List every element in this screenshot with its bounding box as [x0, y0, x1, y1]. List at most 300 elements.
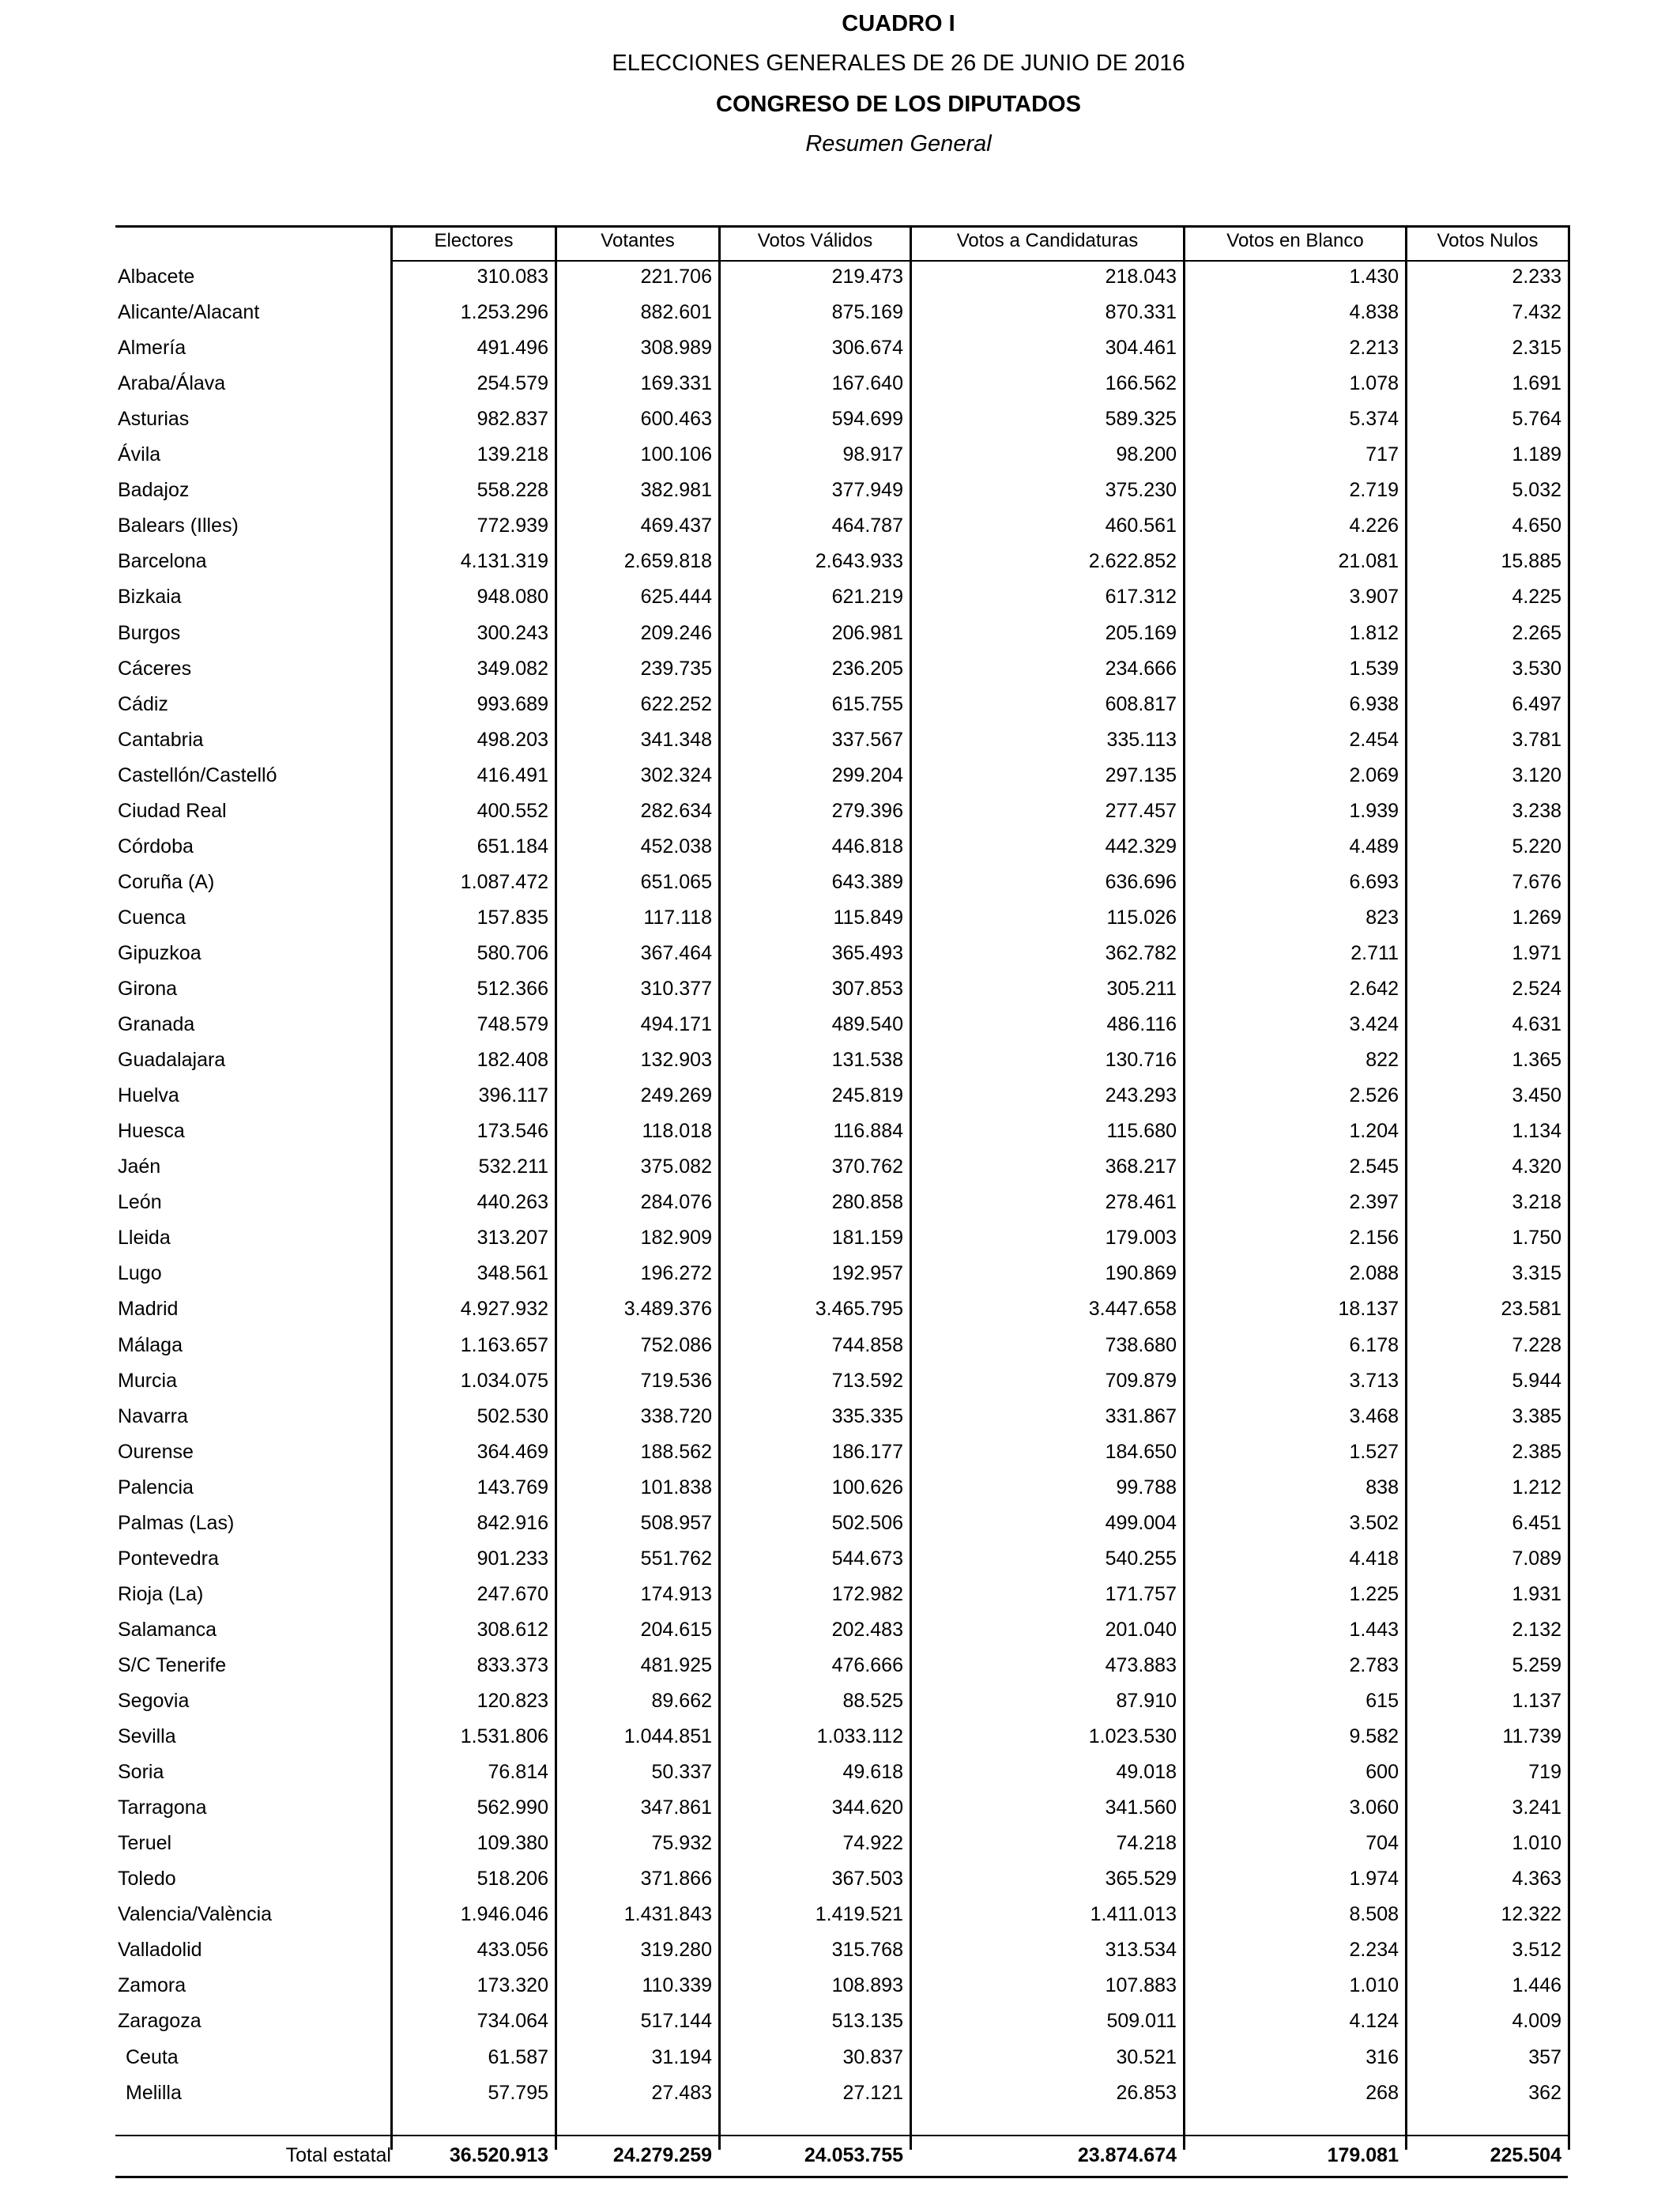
cell-value: 3.238: [1512, 800, 1561, 822]
table-row: [0, 2041, 1680, 2077]
column-header: Votos a Candidaturas: [956, 230, 1139, 251]
cell-value: 1.134: [1512, 1120, 1561, 1142]
province-name: Palencia: [118, 1476, 194, 1498]
cell-value: 3.241: [1512, 1796, 1561, 1819]
cell-value: 1.939: [1349, 800, 1399, 822]
table-row: [0, 866, 1680, 902]
cell-value: 1.971: [1512, 942, 1561, 964]
cell-value: 18.137: [1338, 1298, 1399, 1320]
cell-value: 8.508: [1349, 1903, 1399, 1925]
table-row: [0, 1472, 1680, 1507]
table-row: [0, 795, 1680, 831]
cell-value: 300.243: [477, 622, 548, 644]
cell-value: 709.879: [1105, 1370, 1177, 1392]
cell-value: 6.938: [1349, 693, 1399, 715]
cell-value: 218.043: [1105, 266, 1177, 288]
cell-value: 182.909: [640, 1227, 712, 1249]
cell-value: 2.088: [1349, 1262, 1399, 1284]
table-row: [0, 1080, 1680, 1115]
cell-value: 5.220: [1512, 835, 1561, 858]
table-row: [0, 510, 1680, 545]
cell-value: 3.907: [1349, 586, 1399, 608]
province-name: Cádiz: [118, 693, 168, 715]
table-row: [0, 403, 1680, 439]
cell-value: 2.069: [1349, 764, 1399, 786]
cell-value: 371.866: [640, 1868, 712, 1890]
province-name: Ceuta: [126, 2046, 179, 2068]
cell-value: 365.493: [831, 942, 903, 964]
cell-value: 3.315: [1512, 1262, 1561, 1284]
table-row: [0, 1044, 1680, 1080]
cell-value: 4.320: [1512, 1155, 1561, 1178]
cell-value: 335.335: [831, 1405, 903, 1427]
cell-value: 107.883: [1105, 1974, 1177, 1996]
cell-value: 1.204: [1349, 1120, 1399, 1142]
table-row: [0, 296, 1680, 332]
cell-value: 558.228: [477, 479, 548, 501]
cell-value: 651.184: [477, 835, 548, 858]
cell-value: 157.835: [477, 907, 548, 929]
table-row: [0, 1222, 1680, 1257]
cell-value: 1.087.472: [460, 871, 548, 893]
province-name: Almería: [118, 337, 186, 359]
cell-value: 562.990: [477, 1796, 548, 1819]
cell-value: 277.457: [1105, 800, 1177, 822]
table-row: [0, 937, 1680, 973]
cell-value: 1.431.843: [623, 1903, 712, 1925]
cell-value: 306.674: [831, 337, 903, 359]
cell-value: 254.579: [477, 372, 548, 394]
cell-value: 344.620: [831, 1796, 903, 1819]
table-row: [0, 724, 1680, 760]
title-resumen: Resumen General: [805, 131, 992, 156]
cell-value: 3.713: [1349, 1370, 1399, 1392]
cell-value: 1.225: [1349, 1583, 1399, 1605]
cell-value: 173.546: [477, 1120, 548, 1142]
cell-value: 118.018: [642, 1120, 712, 1142]
cell-value: 2.233: [1512, 266, 1561, 288]
province-name: Segovia: [118, 1690, 190, 1712]
cell-value: 280.858: [831, 1191, 903, 1213]
cell-value: 617.312: [1105, 586, 1177, 608]
province-name: Málaga: [118, 1334, 183, 1356]
province-name: Zamora: [118, 1974, 186, 1996]
cell-value: 304.461: [1105, 337, 1177, 359]
total-value: 179.081: [1327, 2144, 1399, 2166]
cell-value: 3.120: [1512, 764, 1561, 786]
cell-value: 75.932: [651, 1832, 712, 1854]
province-name: Gipuzkoa: [118, 942, 202, 964]
province-name: Araba/Álava: [118, 372, 226, 394]
cell-value: 3.424: [1349, 1013, 1399, 1035]
total-value: 24.053.755: [804, 2144, 903, 2166]
cell-value: 464.787: [831, 515, 903, 537]
cell-value: 2.659.818: [623, 550, 712, 572]
cell-value: 1.430: [1349, 266, 1399, 288]
cell-value: 2.454: [1349, 729, 1399, 751]
cell-value: 3.530: [1512, 658, 1561, 680]
cell-value: 532.211: [478, 1155, 548, 1178]
table-row: [0, 902, 1680, 937]
cell-value: 139.218: [477, 443, 548, 466]
province-name: Asturias: [118, 408, 190, 430]
cell-value: 26.853: [1116, 2082, 1177, 2104]
cell-value: 377.949: [831, 479, 903, 501]
cell-value: 651.065: [640, 871, 712, 893]
cell-value: 74.922: [842, 1832, 903, 1854]
cell-value: 1.527: [1349, 1441, 1399, 1463]
cell-value: 2.643.933: [815, 550, 903, 572]
cell-value: 625.444: [640, 586, 712, 608]
province-name: Lleida: [118, 1227, 171, 1249]
cell-value: 313.207: [477, 1227, 548, 1249]
cell-value: 551.762: [640, 1547, 712, 1570]
cell-value: 282.634: [640, 800, 712, 822]
cell-value: 513.135: [831, 2010, 903, 2032]
cell-value: 719.536: [640, 1370, 712, 1392]
table-row: [0, 688, 1680, 724]
column-header: Votantes: [601, 230, 675, 251]
cell-value: 307.853: [831, 978, 903, 1000]
cell-value: 2.526: [1349, 1084, 1399, 1106]
cell-value: 308.989: [640, 337, 712, 359]
cell-value: 239.735: [640, 658, 712, 680]
total-value: 23.874.674: [1077, 2144, 1177, 2166]
cell-value: 335.113: [1106, 729, 1177, 751]
cell-value: 608.817: [1105, 693, 1177, 715]
province-name: Córdoba: [118, 835, 194, 858]
cell-value: 2.719: [1349, 479, 1399, 501]
cell-value: 382.981: [640, 479, 712, 501]
cell-value: 643.389: [831, 871, 903, 893]
cell-value: 313.534: [1105, 1939, 1177, 1961]
cell-value: 31.194: [651, 2046, 712, 2068]
cell-value: 143.769: [477, 1476, 548, 1498]
province-name: Badajoz: [118, 479, 190, 501]
province-name: Navarra: [118, 1405, 188, 1427]
total-row: [0, 2139, 1680, 2175]
cell-value: 502.530: [477, 1405, 548, 1427]
province-name: Madrid: [118, 1298, 179, 1320]
cell-value: 49.618: [842, 1761, 903, 1783]
table-row: [0, 1863, 1680, 1898]
province-name: Guadalajara: [118, 1049, 226, 1071]
cell-value: 173.320: [477, 1974, 548, 1996]
cell-value: 719: [1528, 1761, 1561, 1783]
cell-value: 2.622.852: [1088, 550, 1177, 572]
cell-value: 30.521: [1116, 2046, 1177, 2068]
cell-value: 1.044.851: [623, 1725, 712, 1747]
cell-value: 279.396: [831, 800, 903, 822]
cell-value: 3.489.376: [623, 1298, 712, 1320]
cell-value: 544.673: [831, 1547, 903, 1570]
column-header: Votos Válidos: [757, 230, 873, 251]
table-row: [0, 1756, 1680, 1792]
total-label: Total estatal: [285, 2144, 391, 2166]
cell-value: 1.033.112: [816, 1725, 903, 1747]
cell-value: 833.373: [477, 1654, 548, 1676]
cell-value: 4.927.932: [460, 1298, 548, 1320]
cell-value: 1.531.806: [460, 1725, 548, 1747]
cell-value: 870.331: [1105, 301, 1177, 323]
province-name: Castellón/Castelló: [118, 764, 277, 786]
cell-value: 621.219: [831, 586, 903, 608]
cell-value: 367.503: [831, 1868, 903, 1890]
province-name: Barcelona: [118, 550, 207, 572]
total-value: 225.504: [1490, 2144, 1561, 2166]
cell-value: 748.579: [477, 1013, 548, 1035]
cell-value: 117.118: [643, 907, 712, 929]
cell-value: 734.064: [477, 2010, 548, 2032]
table-row: [0, 474, 1680, 510]
cell-value: 368.217: [1105, 1155, 1177, 1178]
province-name: Teruel: [118, 1832, 172, 1854]
table-row: [0, 1685, 1680, 1721]
cell-value: 23.581: [1501, 1298, 1561, 1320]
cell-value: 6.178: [1349, 1334, 1399, 1356]
cell-value: 452.038: [640, 835, 712, 858]
cell-value: 3.447.658: [1088, 1298, 1177, 1320]
province-name: Sevilla: [118, 1725, 176, 1747]
table-row: [0, 1649, 1680, 1685]
cell-value: 116.884: [833, 1120, 903, 1142]
cell-value: 316: [1365, 2046, 1399, 2068]
table-row: [0, 1329, 1680, 1365]
cell-value: 7.432: [1512, 301, 1561, 323]
cell-value: 268: [1365, 2082, 1399, 2104]
cell-value: 704: [1365, 1832, 1399, 1854]
province-name: Ciudad Real: [118, 800, 227, 822]
province-name: León: [118, 1191, 162, 1213]
cell-value: 2.315: [1512, 337, 1561, 359]
table-row: [0, 831, 1680, 866]
table-row: [0, 1436, 1680, 1472]
table-row: [0, 1934, 1680, 1970]
cell-value: 1.023.530: [1088, 1725, 1177, 1747]
province-name: Coruña (A): [118, 871, 215, 893]
cell-value: 772.939: [477, 515, 548, 537]
cell-value: 221.706: [640, 266, 712, 288]
title-elecciones: ELECCIONES GENERALES DE 26 DE JUNIO DE 2016: [612, 51, 1185, 76]
cell-value: 357: [1528, 2046, 1561, 2068]
cell-value: 713.592: [831, 1370, 903, 1392]
table-row: [0, 653, 1680, 688]
table-row: [0, 581, 1680, 616]
cell-value: 57.795: [488, 2082, 548, 2104]
cell-value: 7.089: [1512, 1547, 1561, 1570]
province-name: Cáceres: [118, 658, 192, 680]
cell-value: 308.612: [477, 1619, 548, 1641]
cell-value: 201.040: [1105, 1619, 1177, 1641]
cell-value: 15.885: [1501, 550, 1561, 572]
cell-value: 341.560: [1105, 1796, 1177, 1819]
cell-value: 1.253.296: [460, 301, 548, 323]
table-row: [0, 439, 1680, 474]
cell-value: 172.982: [831, 1583, 903, 1605]
cell-value: 1.163.657: [460, 1334, 548, 1356]
table-row: [0, 1614, 1680, 1649]
cell-value: 2.265: [1512, 622, 1561, 644]
cell-value: 476.666: [831, 1654, 903, 1676]
table-row: [0, 1827, 1680, 1863]
cell-value: 738.680: [1105, 1334, 1177, 1356]
cell-value: 349.082: [477, 658, 548, 680]
table-row: [0, 1365, 1680, 1400]
cell-value: 822: [1365, 1049, 1399, 1071]
cell-value: 362: [1528, 2082, 1561, 2104]
cell-value: 6.693: [1349, 871, 1399, 893]
table-row: [0, 368, 1680, 403]
cell-value: 823: [1365, 907, 1399, 929]
cell-value: 206.981: [831, 622, 903, 644]
cell-value: 3.450: [1512, 1084, 1561, 1106]
cell-value: 245.819: [831, 1084, 903, 1106]
cell-value: 1.034.075: [460, 1370, 548, 1392]
cell-value: 109.380: [477, 1832, 548, 1854]
cell-value: 100.106: [640, 443, 712, 466]
cell-value: 717: [1365, 443, 1399, 466]
cell-value: 21.081: [1338, 550, 1399, 572]
cell-value: 61.587: [488, 2046, 548, 2068]
cell-value: 1.539: [1349, 658, 1399, 680]
cell-value: 4.838: [1349, 301, 1399, 323]
cell-value: 89.662: [651, 1690, 712, 1712]
cell-value: 347.861: [640, 1796, 712, 1819]
cell-value: 4.363: [1512, 1868, 1561, 1890]
cell-value: 5.764: [1512, 408, 1561, 430]
cell-value: 4.124: [1349, 2010, 1399, 2032]
table-row: [0, 1578, 1680, 1614]
province-name: Jaén: [118, 1155, 161, 1178]
cell-value: 284.076: [640, 1191, 712, 1213]
table-row: [0, 545, 1680, 581]
cell-value: 1.419.521: [815, 1903, 903, 1925]
province-name: Murcia: [118, 1370, 178, 1392]
province-name: Salamanca: [118, 1619, 217, 1641]
cell-value: 838: [1365, 1476, 1399, 1498]
cell-value: 2.711: [1350, 942, 1399, 964]
cell-value: 98.917: [842, 443, 903, 466]
cell-value: 1.010: [1349, 1974, 1399, 1996]
cell-value: 1.411.013: [1090, 1903, 1177, 1925]
province-name: Bizkaia: [118, 586, 182, 608]
cell-value: 3.465.795: [815, 1298, 903, 1320]
cell-value: 486.116: [1106, 1013, 1177, 1035]
cell-value: 131.538: [831, 1049, 903, 1071]
cell-value: 517.144: [640, 2010, 712, 2032]
cell-value: 489.540: [831, 1013, 903, 1035]
column-header: Electores: [434, 230, 514, 251]
table-row: [0, 1792, 1680, 1827]
cell-value: 2.156: [1349, 1227, 1399, 1249]
table-row: [0, 1898, 1680, 1934]
cell-value: 636.696: [1105, 871, 1177, 893]
table-row: [0, 973, 1680, 1008]
cell-value: 1.443: [1349, 1619, 1399, 1641]
cell-value: 3.468: [1349, 1405, 1399, 1427]
table-row: [0, 1543, 1680, 1578]
cell-value: 74.218: [1116, 1832, 1177, 1854]
cell-value: 98.200: [1116, 443, 1177, 466]
cell-value: 3.512: [1512, 1939, 1561, 1961]
cell-value: 481.925: [640, 1654, 712, 1676]
title-cuadro: CUADRO I: [842, 11, 955, 36]
cell-value: 315.768: [831, 1939, 903, 1961]
cell-value: 2.385: [1512, 1441, 1561, 1463]
column-header: Votos Nulos: [1437, 230, 1539, 251]
cell-value: 115.026: [1106, 907, 1177, 929]
cell-value: 948.080: [477, 586, 548, 608]
cell-value: 594.699: [831, 408, 903, 430]
cell-value: 167.640: [831, 372, 903, 394]
table-row: [0, 1400, 1680, 1436]
table-row: [0, 1507, 1680, 1543]
cell-value: 1.365: [1512, 1049, 1561, 1071]
cell-value: 337.567: [831, 729, 903, 751]
cell-value: 4.650: [1512, 515, 1561, 537]
cell-value: 4.009: [1512, 2010, 1561, 2032]
cell-value: 842.916: [477, 1512, 548, 1534]
cell-value: 375.230: [1105, 479, 1177, 501]
cell-value: 234.666: [1105, 658, 1177, 680]
province-name: Valencia/València: [118, 1903, 273, 1925]
cell-value: 982.837: [477, 408, 548, 430]
province-name: Granada: [118, 1013, 195, 1035]
province-name: Albacete: [118, 266, 195, 288]
cell-value: 30.837: [842, 2046, 903, 2068]
cell-value: 305.211: [1106, 978, 1177, 1000]
table-row: [0, 1008, 1680, 1044]
cell-value: 188.562: [640, 1441, 712, 1463]
cell-value: 4.226: [1349, 515, 1399, 537]
cell-value: 169.331: [640, 372, 712, 394]
cell-value: 27.483: [651, 2082, 712, 2104]
column-header: Votos en Blanco: [1226, 230, 1364, 251]
cell-value: 882.601: [640, 301, 712, 323]
cell-value: 99.788: [1116, 1476, 1177, 1498]
cell-value: 3.218: [1512, 1191, 1561, 1213]
table-row: [0, 332, 1680, 368]
cell-value: 364.469: [477, 1441, 548, 1463]
province-name: Rioja (La): [118, 1583, 204, 1605]
cell-value: 166.562: [1105, 372, 1177, 394]
cell-value: 518.206: [477, 1868, 548, 1890]
cell-value: 115.680: [1106, 1120, 1177, 1142]
province-name: Melilla: [126, 2082, 182, 2104]
cell-value: 50.337: [651, 1761, 712, 1783]
cell-value: 370.762: [831, 1155, 903, 1178]
cell-value: 196.272: [640, 1262, 712, 1284]
cell-value: 540.255: [1105, 1547, 1177, 1570]
table-row: [0, 1970, 1680, 2005]
province-name: Balears (Illes): [118, 515, 239, 537]
cell-value: 446.818: [831, 835, 903, 858]
cell-value: 622.252: [640, 693, 712, 715]
cell-value: 184.650: [1105, 1441, 1177, 1463]
cell-value: 108.893: [831, 1974, 903, 1996]
cell-value: 249.269: [640, 1084, 712, 1106]
cell-value: 615: [1365, 1690, 1399, 1712]
cell-value: 901.233: [477, 1547, 548, 1570]
cell-value: 236.205: [831, 658, 903, 680]
cell-value: 120.823: [477, 1690, 548, 1712]
cell-value: 2.545: [1349, 1155, 1399, 1178]
cell-value: 473.883: [1105, 1654, 1177, 1676]
cell-value: 174.913: [640, 1583, 712, 1605]
table-row: [0, 2077, 1680, 2113]
cell-value: 396.117: [478, 1084, 548, 1106]
cell-value: 190.869: [1105, 1262, 1177, 1284]
